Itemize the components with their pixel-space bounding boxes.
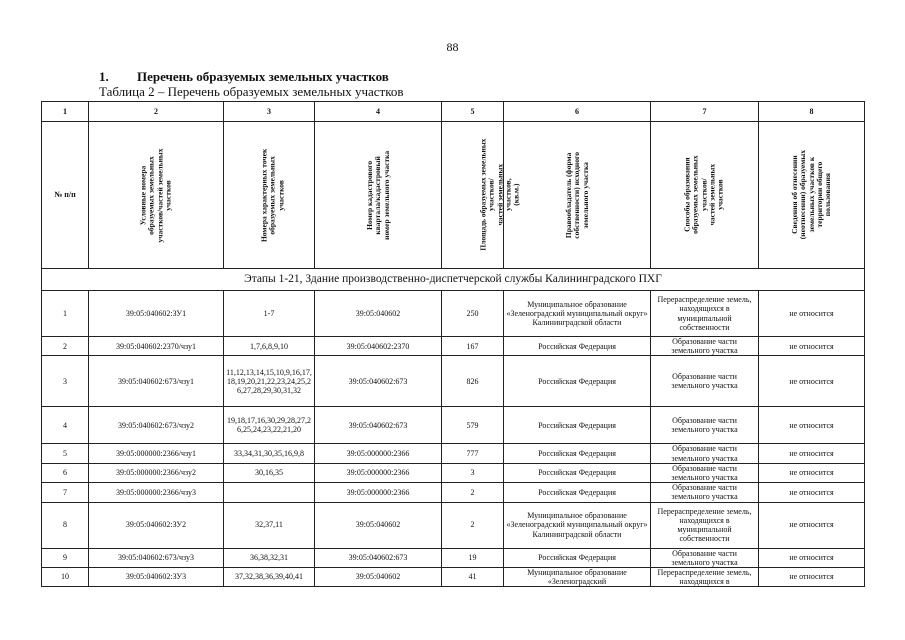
common-use-status: не относится [759,337,865,356]
column-header-line: Сведения об отнесении [789,155,799,235]
plot-area: 777 [442,444,504,463]
table-row [42,548,865,567]
column-header-line: образуемых земельных [267,155,277,235]
boundary-points: 19,18,17,16,30,29,28,27,26,25,24,23,22,21,20 [224,407,315,444]
common-use-status: не относится [759,567,865,586]
plot-area: 2 [442,483,504,502]
table-row [42,444,865,463]
column-number: 7 [651,102,759,122]
column-header-text [791,150,832,239]
common-use-status: не относится [759,502,865,548]
common-use-status: не относится [759,291,865,337]
section-row [42,269,865,291]
column-header-line: участков/ [486,178,496,212]
row-number: 9 [42,548,89,567]
column-header-row [42,122,865,269]
plot-area: 41 [442,567,504,586]
column-header [89,122,224,269]
owner: Российская Федерация [504,356,651,407]
plot-area: 579 [442,407,504,444]
plot-label: 39:05:000000:2366/чзу3 [89,483,224,502]
row-number: 6 [42,463,89,482]
formation-method: Перераспределение земель, находящихся в муниципальной собственности [651,291,759,337]
column-header-line: участков [275,179,285,211]
column-header-line: Номера характерных точек [259,148,269,242]
column-header-text [54,190,75,199]
owner: Муниципальное образование «Зеленоградский муниципальный округ» Калининградской области [504,502,651,548]
row-number: 4 [42,407,89,444]
plot-label: 39:05:040602:673/чзу1 [89,356,224,407]
column-header-line: образуемых земельных [146,155,156,235]
column-header-text [366,151,391,240]
boundary-points: 1-7 [224,291,315,337]
column-header [651,122,759,269]
plot-label: 39:05:000000:2366/чзу1 [89,444,224,463]
formation-method: Образование части земельного участка [651,548,759,567]
column-number: 3 [224,102,315,122]
row-number: 7 [42,483,89,502]
page-number: 88 [446,40,459,54]
owner: Российская Федерация [504,463,651,482]
column-header-line: Способы образования [682,157,692,233]
column-header-line: земельных участков к [806,157,816,233]
column-header-line: (кв.м.) [511,183,521,207]
column-header-line: № п/п [54,190,76,200]
column-header [442,122,521,269]
section-title: Этапы 1-21, Здание производственно-диспетчерской службы Калининградского ПХГ [42,269,865,291]
column-header-line: участков [163,179,173,211]
boundary-points: 37,32,38,36,39,40,41 [224,567,315,586]
common-use-status: не относится [759,444,865,463]
plot-label: 39:05:040602:673/чзу2 [89,407,224,444]
column-header-text [565,152,590,239]
boundary-points: 11,12,13,14,15,10,9,16,17,18,19,20,21,22,23,24,25,26,27,28,29,30,31,32 [224,356,315,407]
owner: Российская Федерация [504,483,651,502]
column-header-text [260,148,285,241]
column-header [759,122,865,269]
column-header-line: территории общего [814,162,824,228]
table-row [42,407,865,444]
plot-label: 39:05:040602:2370/чзу1 [89,337,224,356]
owner: Российская Федерация [504,337,651,356]
row-number: 1 [42,291,89,337]
common-use-status: не относится [759,356,865,407]
common-use-status: не относится [759,407,865,444]
cadastral-number: 39:05:040602:673 [315,356,442,407]
heading-number: 1. [99,69,109,84]
plot-area: 19 [442,548,504,567]
column-header-text [684,156,725,235]
section-heading [99,69,389,85]
common-use-status: не относится [759,463,865,482]
row-number: 2 [42,337,89,356]
row-number: 10 [42,567,89,586]
plot-area: 2 [442,502,504,548]
column-header-line: участков [715,179,725,211]
row-number: 8 [42,502,89,548]
owner: Российская Федерация [504,407,651,444]
column-header [504,122,651,269]
plot-label: 39:05:040602:ЗУ3 [89,567,224,586]
column-number: 5 [442,102,504,122]
column-header-line: Площадь образуемых земельных [478,138,488,252]
cadastral-number: 39:05:040602:2370 [315,337,442,356]
column-number: 8 [759,102,865,122]
heading-title: Перечень образуемых земельных участков [137,69,389,84]
boundary-points: 1,7,6,8,9,10 [224,337,315,356]
cadastral-number: 39:05:040602 [315,291,442,337]
column-header-line: образуемых земельных [691,155,701,235]
cadastral-number: 39:05:040602 [315,502,442,548]
column-header-line: частей земельных [494,164,504,226]
plot-label: 39:05:040602:ЗУ2 [89,502,224,548]
column-number: 4 [315,102,442,122]
table-caption: Таблица 2 – Перечень образуемых земельных участков [99,84,404,99]
table-row [42,502,865,548]
formation-method: Образование части земельного участка [651,356,759,407]
cadastral-number: 39:05:000000:2366 [315,463,442,482]
formation-method: Образование части земельного участка [651,483,759,502]
row-number: 5 [42,444,89,463]
formation-method: Образование части земельного участка [651,444,759,463]
table-row [42,463,865,482]
column-header-line: квартала/кадастровый [372,155,382,235]
column-header-text [479,139,520,251]
plot-area: 250 [442,291,504,337]
boundary-points: 36,38,32,31 [224,548,315,567]
table-row [42,483,865,502]
column-header-line: участков/ [699,178,709,212]
table-row [42,337,865,356]
plot-label: 39:05:040602:ЗУ1 [89,291,224,337]
column-header [315,122,442,269]
column-header [224,122,315,269]
cadastral-number: 39:05:040602:673 [315,548,442,567]
column-number: 1 [42,102,89,122]
boundary-points [224,483,315,502]
owner: Муниципальное образование «Зеленоградский муниципальный округ» Калининградской области [504,291,651,337]
formation-method: Перераспределение земель, находящихся в [651,567,759,586]
column-header-line: Правообладатель (форма [563,152,573,238]
cadastral-number: 39:05:000000:2366 [315,444,442,463]
boundary-points: 30,16,35 [224,463,315,482]
column-header-text [140,148,173,242]
column-header-line: номер земельного участка [381,150,391,240]
column-number: 2 [89,102,224,122]
formation-method: Образование части земельного участка [651,463,759,482]
column-number: 6 [504,102,651,122]
plot-area: 167 [442,337,504,356]
column-header-line: Условные номера [138,165,148,225]
table-row [42,567,865,586]
plot-label: 39:05:040602:673/чзу3 [89,548,224,567]
formation-method: Образование части земельного участка [651,337,759,356]
column-header-line: участков, [503,178,513,212]
cadastral-number: 39:05:000000:2366 [315,483,442,502]
boundary-points: 32,37,11 [224,502,315,548]
boundary-points: 33,34,31,30,35,16,9,8 [224,444,315,463]
column-header-line: земельного участка [580,161,590,229]
column-header-line: Номер кадастрового [364,160,374,230]
row-number: 3 [42,356,89,407]
owner: Российская Федерация [504,548,651,567]
column-header [42,122,89,269]
plot-area: 826 [442,356,504,407]
cadastral-number: 39:05:040602 [315,567,442,586]
cadastral-number: 39:05:040602:673 [315,407,442,444]
column-header-line: (неотнесении) образуемых [798,150,808,240]
table-row [42,291,865,337]
formation-method: Образование части земельного участка [651,407,759,444]
common-use-status: не относится [759,548,865,567]
plot-label: 39:05:000000:2366/чзу2 [89,463,224,482]
plot-area: 3 [442,463,504,482]
column-header-line: участков/частей земельных [155,147,164,243]
owner: Российская Федерация [504,444,651,463]
common-use-status: не относится [759,483,865,502]
land-plots-table [41,101,865,587]
column-header-line: собственности) исходного [571,151,581,239]
owner: Муниципальное образование «Зеленоградский [504,567,651,586]
column-number-row [42,102,865,122]
formation-method: Перераспределение земель, находящихся в муниципальной собственности [651,502,759,548]
table-row [42,356,865,407]
column-header-line: частей земельных [707,164,717,226]
column-header-line: пользования [822,173,832,217]
